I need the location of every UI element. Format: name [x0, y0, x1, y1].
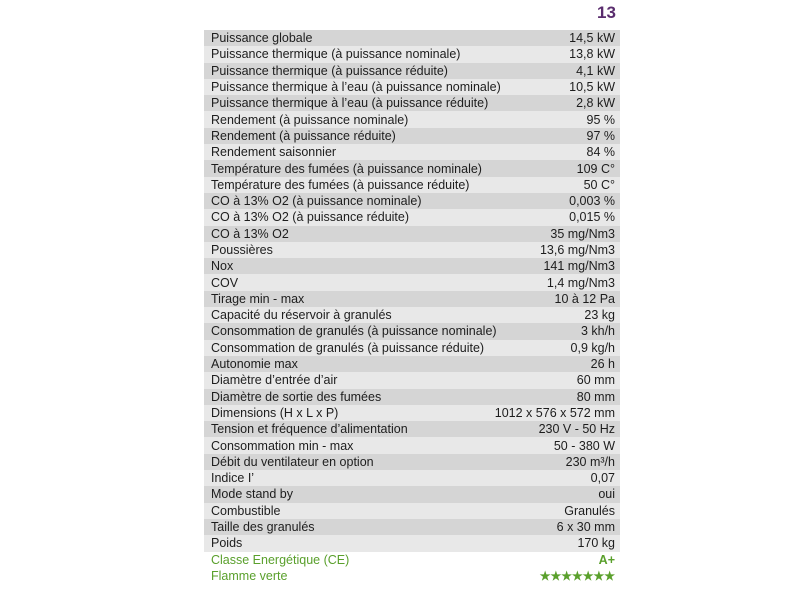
- spec-value: 95 %: [586, 112, 615, 127]
- spec-value: 13,6 mg/Nm3: [539, 243, 615, 257]
- spec-value: 141 mg/Nm3: [543, 259, 615, 274]
- spec-label: Poussières: [211, 243, 273, 257]
- spec-row: [204, 258, 620, 274]
- spec-value: 0,015 %: [569, 210, 615, 225]
- spec-label: Tirage min - max: [211, 291, 305, 306]
- spec-row: [204, 356, 620, 372]
- spec-value: 35 mg/Nm3: [550, 226, 615, 241]
- spec-row: [204, 128, 620, 144]
- spec-row: [204, 226, 620, 242]
- spec-value: 0,9 kg/h: [570, 340, 615, 355]
- spec-row: [204, 291, 620, 307]
- spec-row: [204, 46, 620, 62]
- spec-label: Diamètre de sortie des fumées: [211, 389, 382, 404]
- spec-value: 3 kh/h: [580, 324, 615, 339]
- spec-label: Puissance thermique (à puissance nominale): [211, 47, 461, 62]
- spec-row: [204, 95, 620, 111]
- spec-row: [204, 79, 620, 95]
- spec-row: [204, 209, 620, 225]
- spec-row: [204, 486, 620, 502]
- spec-label: CO à 13% O2 (à puissance réduite): [211, 210, 410, 225]
- spec-label: Diamètre d’entrée d’air: [211, 373, 338, 388]
- spec-value: 50 C°: [583, 177, 615, 192]
- spec-label: Tension et fréquence d’alimentation: [211, 422, 408, 437]
- spec-label: CO à 13% O2 (à puissance nominale): [211, 194, 422, 209]
- energy-class-row: [204, 552, 620, 568]
- energy-class-value: A+: [598, 552, 615, 567]
- spec-label: Consommation de granulés (à puissance nominale): [211, 324, 497, 339]
- green-flame-row: [204, 568, 620, 584]
- spec-row: [204, 503, 620, 519]
- green-flame-label: Flamme verte: [211, 568, 288, 583]
- spec-value: 26 h: [590, 357, 615, 372]
- spec-value: 13,8 kW: [569, 47, 615, 62]
- spec-row: [204, 454, 620, 470]
- spec-value: 230 m³/h: [565, 454, 615, 469]
- spec-row: [204, 274, 620, 290]
- energy-class-label: Classe Energétique (CE): [211, 552, 350, 567]
- spec-value: 1,4 mg/Nm3: [546, 275, 615, 290]
- spec-value: 109 C°: [576, 161, 615, 176]
- spec-row: [204, 405, 620, 421]
- spec-label: Température des fumées (à puissance nominale): [211, 161, 482, 176]
- spec-label: Consommation de granulés (à puissance réduite): [211, 340, 485, 355]
- spec-label: Nox: [211, 259, 234, 274]
- spec-label: Combustible: [211, 503, 281, 518]
- spec-value: 230 V - 50 Hz: [538, 422, 615, 437]
- spec-value: 1012 x 576 x 572 mm: [494, 405, 615, 420]
- spec-row: [204, 519, 620, 535]
- spec-row: [204, 160, 620, 176]
- spec-label: Puissance globale: [211, 31, 313, 46]
- spec-value: 2,8 kW: [576, 96, 615, 111]
- spec-label: COV: [211, 275, 239, 290]
- spec-value: Granulés: [564, 503, 615, 518]
- spec-label: Mode stand by: [211, 487, 293, 502]
- spec-value: 80 mm: [576, 389, 615, 404]
- spec-label: Capacité du réservoir à granulés: [211, 308, 392, 323]
- spec-label: Consommation min - max: [211, 438, 354, 453]
- spec-row: [204, 144, 620, 160]
- spec-value: 10,5 kW: [569, 80, 615, 95]
- spec-label: Rendement (à puissance réduite): [211, 128, 396, 143]
- spec-label: Rendement saisonnier: [211, 145, 337, 160]
- spec-row: [204, 177, 620, 193]
- spec-label: CO à 13% O2: [211, 226, 289, 241]
- spec-row: [204, 535, 620, 551]
- spec-value: 14,5 kW: [569, 31, 615, 46]
- spec-label: Puissance thermique à l’eau (à puissance réduite): [211, 96, 489, 111]
- spec-row: [204, 242, 620, 258]
- spec-row: [204, 470, 620, 486]
- spec-row: [204, 437, 620, 453]
- green-flame-stars-icon: ★★★★★★★: [539, 568, 615, 583]
- spec-value: 0,07: [590, 471, 615, 486]
- spec-value: 0,003 %: [569, 194, 615, 209]
- spec-label: Poids: [211, 536, 243, 551]
- spec-label: Température des fumées (à puissance réduite): [211, 177, 470, 192]
- spec-rows: [204, 30, 620, 552]
- spec-row: [204, 372, 620, 388]
- spec-value: 97 %: [586, 128, 615, 143]
- spec-row: [204, 340, 620, 356]
- spec-value: 60 mm: [576, 373, 615, 388]
- spec-table: [204, 30, 620, 584]
- spec-label: Autonomie max: [211, 357, 298, 372]
- page-number: 13: [597, 3, 616, 22]
- spec-value: 10 à 12 Pa: [554, 291, 615, 306]
- spec-label: Taille des granulés: [211, 520, 315, 535]
- spec-label: Indice I’: [211, 471, 255, 486]
- spec-row: [204, 421, 620, 437]
- spec-row: [204, 30, 620, 46]
- spec-row: [204, 193, 620, 209]
- spec-value: 23 kg: [584, 308, 615, 323]
- spec-label: Puissance thermique (à puissance réduite): [211, 63, 448, 78]
- spec-label: Dimensions (H x L x P): [211, 405, 339, 420]
- spec-label: Débit du ventilateur en option: [211, 454, 374, 469]
- spec-row: [204, 63, 620, 79]
- spec-label: Puissance thermique à l’eau (à puissance nominale): [211, 80, 501, 95]
- spec-value: 4,1 kW: [576, 63, 615, 78]
- spec-value: 50 - 380 W: [553, 438, 615, 453]
- spec-value: oui: [598, 487, 615, 502]
- spec-row: [204, 389, 620, 405]
- spec-row: [204, 111, 620, 127]
- spec-row: [204, 323, 620, 339]
- spec-label: Rendement (à puissance nominale): [211, 112, 409, 127]
- spec-value: 84 %: [586, 145, 615, 160]
- spec-row: [204, 307, 620, 323]
- spec-value: 6 x 30 mm: [556, 520, 615, 535]
- spec-value: 170 kg: [577, 536, 615, 551]
